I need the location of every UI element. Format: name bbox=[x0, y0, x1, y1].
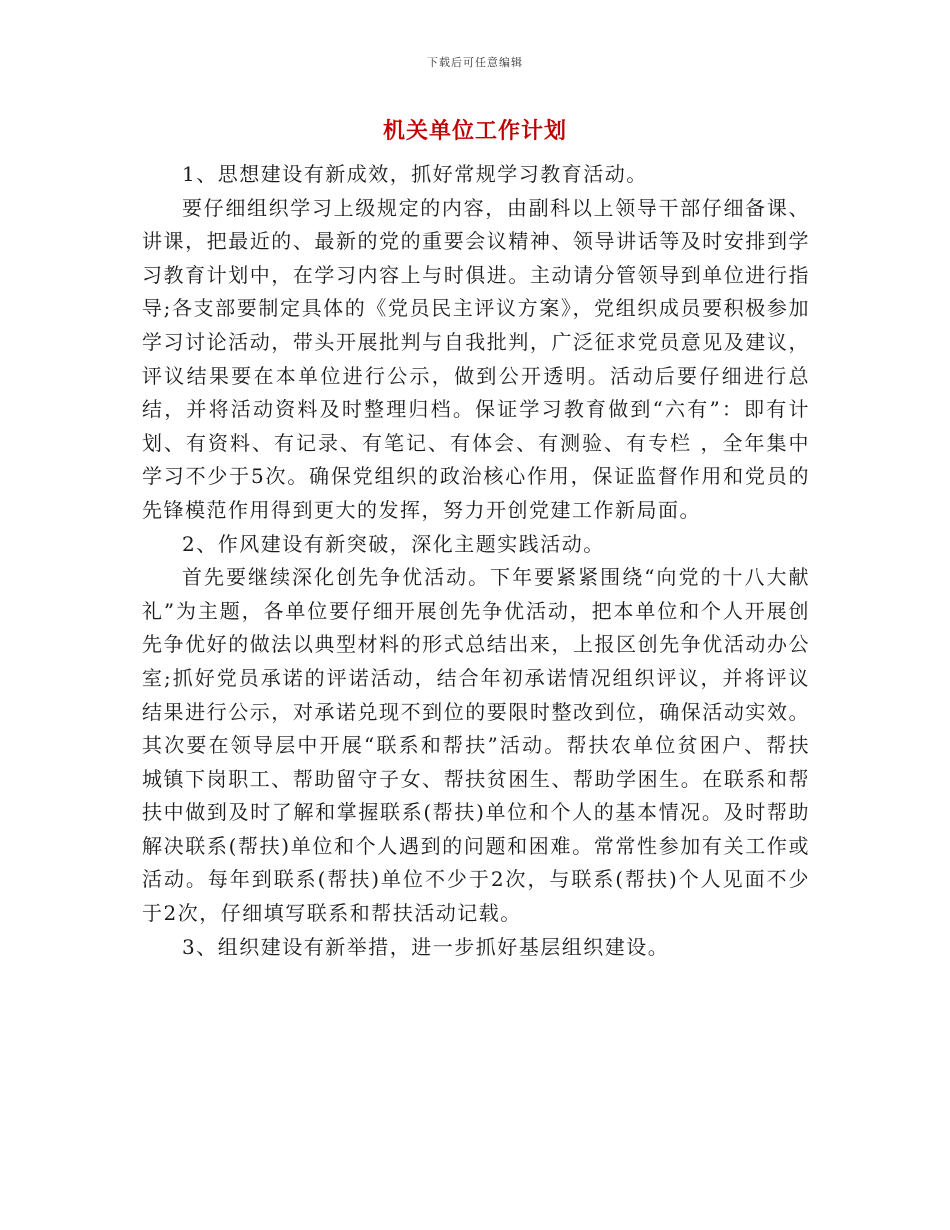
paragraph-heading-1: 1、思想建设有新成效，抓好常规学习教育活动。 bbox=[182, 162, 648, 186]
paragraph-heading-3: 3、组织建设有新举措，进一步抓好基层组织建设。 bbox=[182, 934, 670, 959]
paragraph-body-2: 首先要继续深化创先争优活动。下年要紧紧围绕“向党的十八大献礼”为主题，各单位要仔细开展创先争优活动，把本单位和个人开展创先争优好的做法以典型材料的形式总结出来，上报区创先争优活动办公室;抓好党员承诺的评诺活动，结合年初承诺情况组织评议，并将评议结果进行公示，对承诺兑现不到位的要限时整改到位，确保活动实效。其次要在领导层中开展“联系和帮扶”活动。帮扶农单位贫困户、帮扶城镇下岗职工、帮助留守子女、帮扶贫困生、帮助学困生。在联系和帮扶中做到及时了解和掌握联系(帮扶)单位和个人的基本情况。及时帮助解决联系(帮扶)单位和个人遇到的问题和困难。常常性参加有关工作或活动。每年到联系(帮扶)单位不少于2次，与联系(帮扶)个人见面不少于2次，仔细填写联系和帮扶活动记载。 bbox=[142, 565, 810, 926]
document-body bbox=[142, 158, 810, 964]
paragraph-heading-2: 2、作风建设有新突破，深化主题实践活动。 bbox=[182, 531, 605, 556]
header-note: 下载后可任意编辑 bbox=[427, 56, 523, 69]
document-title: 机关单位工作计划 bbox=[382, 119, 567, 144]
paragraph-body-1: 要仔细组织学习上级规定的内容，由副科以上领导干部仔细备课、讲课，把最近的、最新的党的重要会议精神、领导讲话等及时安排到学习教育计划中，在学习内容上与时俱进。主动请分管领导到单位进行指导;各支部要制定具体的《党员民主评议方案》，党组织成员要积极参加学习讨论活动，带头开展批判与自我批判，广泛征求党员意见及建议，评议结果要在本单位进行公示，做到公开透明。活动后要仔细进行总结，并将活动资料及时整理归档。保证学习教育做到“六有”：即有计划、有资料、有记录、有笔记、有体会、有测验、有专栏 ，全年集中学习不少于5次。确保党组织的政治核心作用，保证监督作用和党员的先锋模范作用得到更大的发挥，努力开创党建工作新局面。 bbox=[142, 195, 810, 522]
